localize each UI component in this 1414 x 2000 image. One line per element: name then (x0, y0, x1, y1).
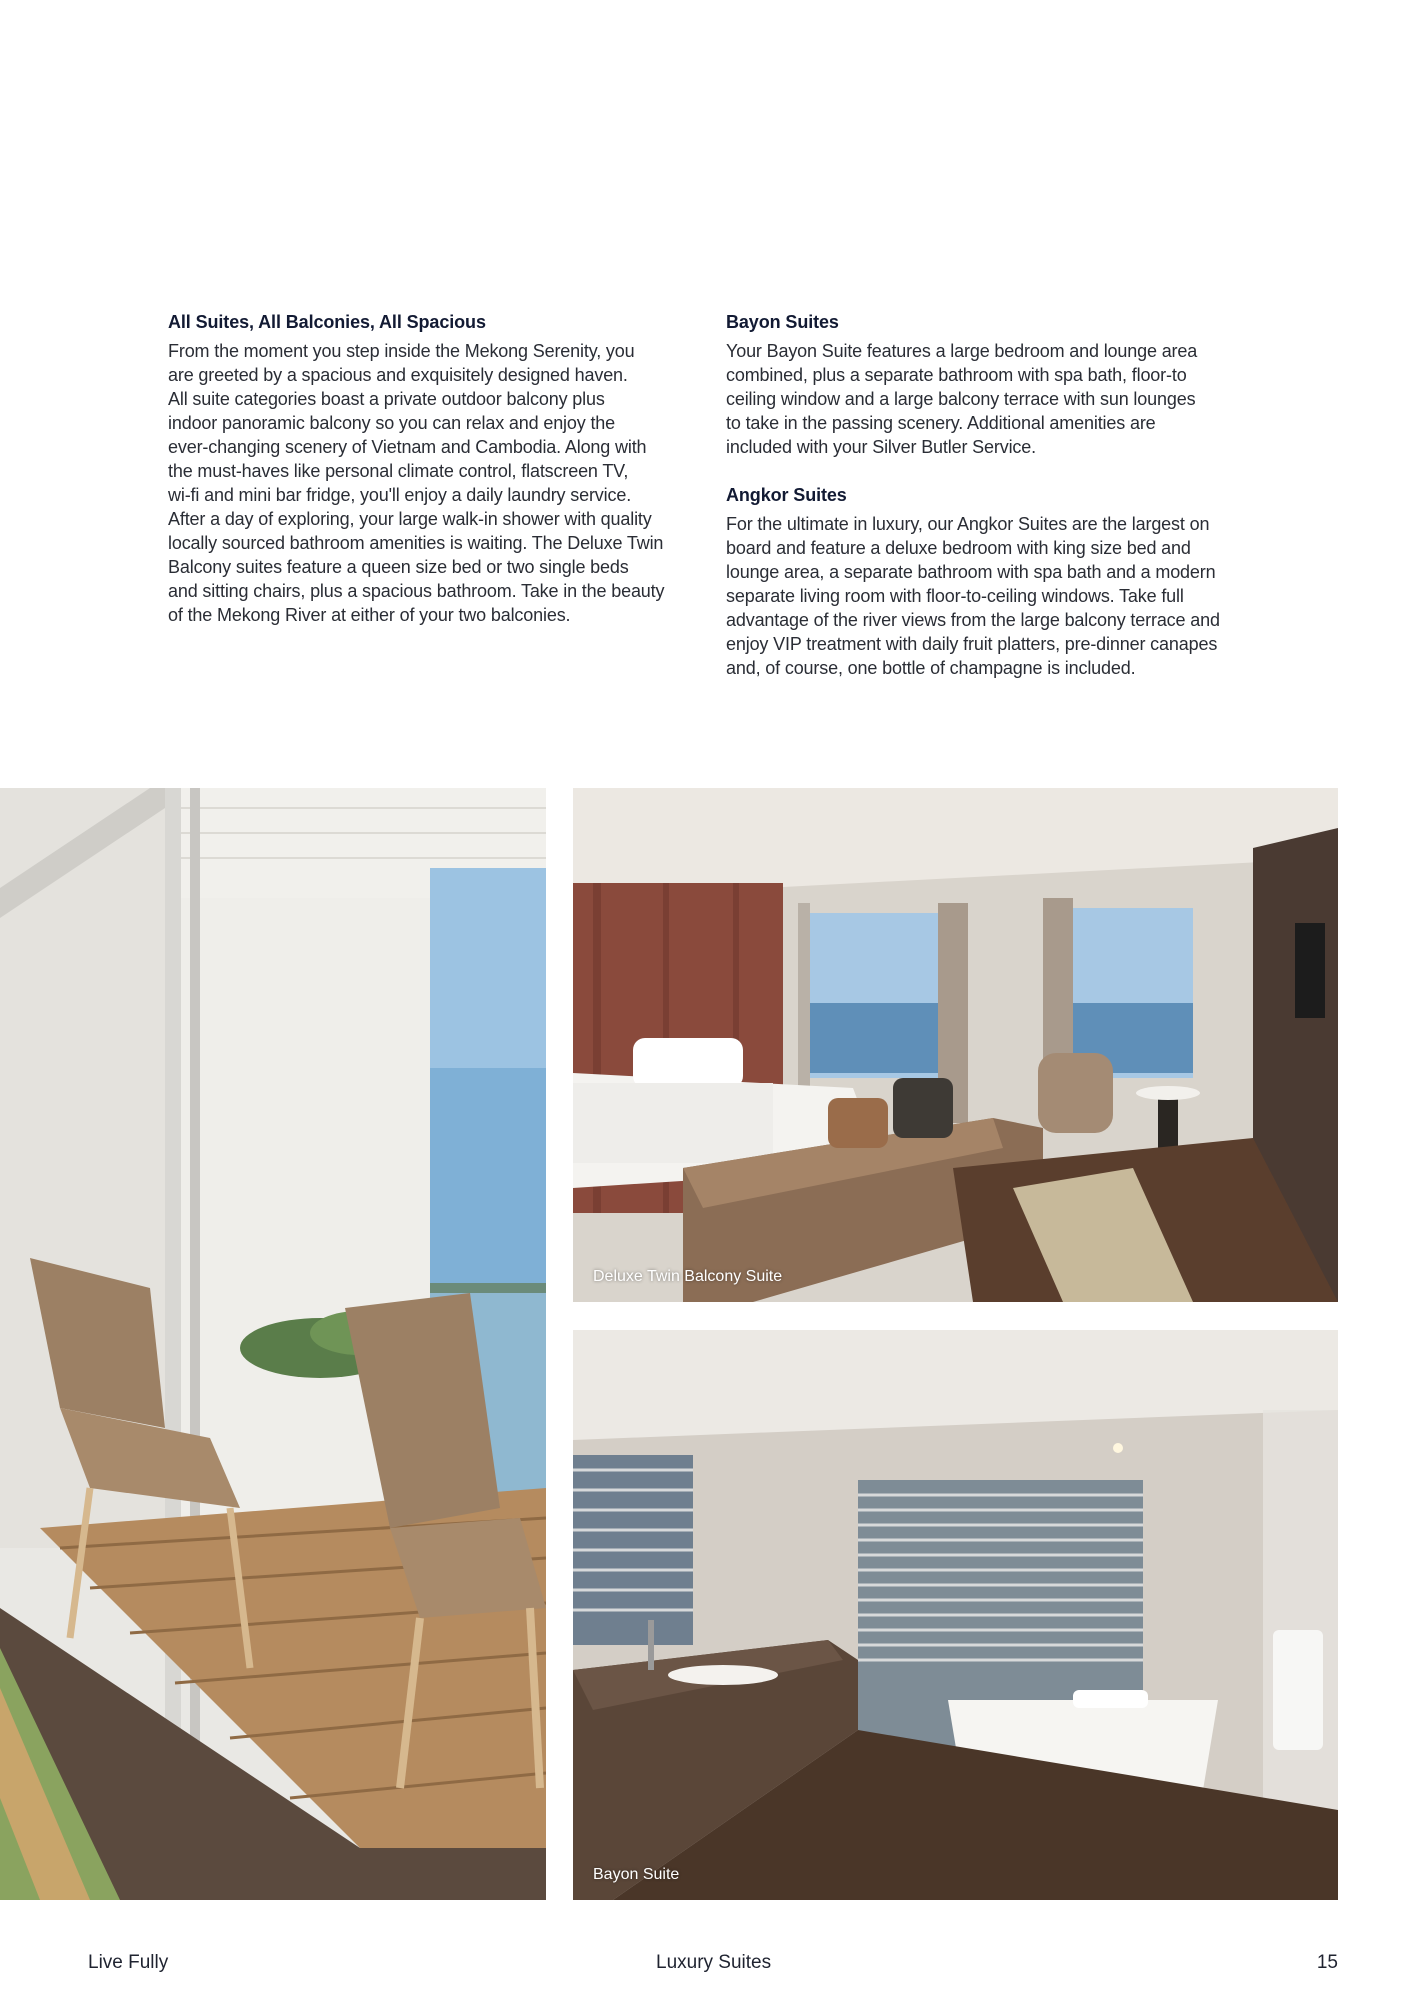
text-line: advantage of the river views from the large balcony terrace and (726, 610, 1220, 630)
text-line: After a day of exploring, your large walk-in shower with quality (168, 509, 652, 529)
text-line: and, of course, one bottle of champagne is included. (726, 658, 1136, 678)
text-line: lounge area, a separate bathroom with spa bath and a modern (726, 562, 1216, 582)
text-line: included with your Silver Butler Service. (726, 437, 1036, 457)
footer-section-title: Luxury Suites (656, 1952, 772, 1973)
footer-magazine-title: Live Fully (88, 1952, 169, 1973)
text-line: to take in the passing scenery. Additional amenities are (726, 413, 1156, 433)
text-line: board and feature a deluxe bedroom with king size bed and (726, 538, 1191, 558)
text-line: enjoy VIP treatment with daily fruit platters, pre-dinner canapes (726, 634, 1218, 654)
text-line: All suite categories boast a private outdoor balcony plus (168, 389, 605, 409)
text-line: locally sourced bathroom amenities is waiting. The Deluxe Twin (168, 533, 664, 553)
all-suites-heading: All Suites, All Balconies, All Spacious (168, 312, 486, 332)
text-line: are greeted by a spacious and exquisitely designed haven. (168, 365, 628, 385)
text-line: ceiling window and a large balcony terrace with sun lounges (726, 389, 1196, 409)
right-text-column (726, 312, 1258, 680)
angkor-section (726, 485, 1258, 680)
bedroom-caption: Deluxe Twin Balcony Suite (593, 1268, 783, 1285)
bayon-section (726, 312, 1258, 459)
text-line: Your Bayon Suite features a large bedroom and lounge area (726, 341, 1198, 361)
bedroom-photo (573, 788, 1338, 1302)
balcony-illustration (0, 788, 546, 1900)
page-number: 15 (1316, 1952, 1338, 1973)
text-line: separate living room with floor-to-ceiling windows. Take full (726, 586, 1184, 606)
all-suites-section (168, 312, 698, 627)
angkor-heading: Angkor Suites (726, 485, 847, 505)
bathroom-caption: Bayon Suite (593, 1866, 680, 1883)
text-line: From the moment you step inside the Mekong Serenity, you (168, 341, 635, 361)
text-line: ever-changing scenery of Vietnam and Cambodia. Along with (168, 437, 647, 457)
all-suites-paragraph (168, 339, 698, 627)
text-line: For the ultimate in luxury, our Angkor Suites are the largest on (726, 514, 1210, 534)
bayon-heading: Bayon Suites (726, 312, 839, 332)
bayon-paragraph (726, 339, 1258, 459)
text-line: combined, plus a separate bathroom with spa bath, floor-to (726, 365, 1187, 385)
bathroom-illustration (573, 1330, 1338, 1900)
text-line: Balcony suites feature a queen size bed or two single beds (168, 557, 629, 577)
bathroom-photo (573, 1330, 1338, 1900)
text-line: of the Mekong River at either of your two balconies. (168, 605, 571, 625)
text-line: the must-haves like personal climate control, flatscreen TV, (168, 461, 629, 481)
text-line: wi-fi and mini bar fridge, you'll enjoy a daily laundry service. (168, 485, 632, 505)
angkor-paragraph (726, 512, 1258, 680)
bedroom-illustration (573, 788, 1338, 1302)
text-line: and sitting chairs, plus a spacious bathroom. Take in the beauty (168, 581, 665, 601)
left-text-column (168, 312, 698, 627)
balcony-photo (0, 788, 546, 1900)
text-line: indoor panoramic balcony so you can relax and enjoy the (168, 413, 616, 433)
